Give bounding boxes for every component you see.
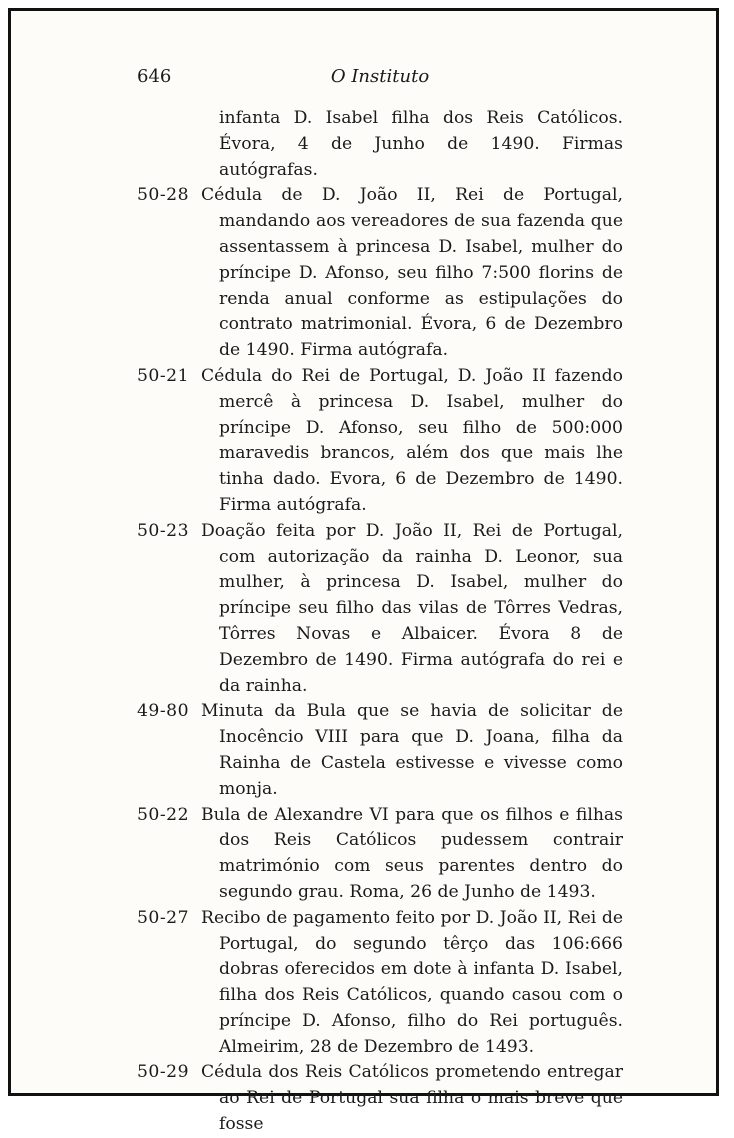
entry-text: Bula de Alexandre VI para que os filhos e filhas dos Reis Católicos pudessem contrair matrimónio com seus parentes dentro do segundo grau. Roma, 26 de Junho de 1493.	[201, 804, 623, 902]
entry-text: Cédula dos Reis Católicos prometendo entregar ao Rei de Portugal sua filha o mais breve que fosse	[201, 1062, 623, 1135]
catalog-entry	[137, 699, 623, 802]
page-header	[137, 66, 623, 96]
catalog-entry	[137, 803, 623, 906]
page	[8, 8, 719, 1135]
catalog-entry	[137, 364, 623, 519]
entry-code: 50-27	[137, 907, 190, 928]
entry-text: Recibo de pagamento feito por D. João II, Rei de Portugal, do segundo têrço das 106:666 dobras oferecidos em dote à infanta D. Isabel, filha dos Reis Católicos, quando casou com o príncipe D. Afonso, filho do Rei português. Almeirim, 28 de Dezembro de 1493.	[201, 907, 623, 1057]
entry-code: 50-29	[137, 1062, 190, 1083]
entry-code: 50-23	[137, 520, 190, 541]
entry-text: Cédula de D. João II, Rei de Portugal, mandando aos vereadores de sua fazenda que assentassem à princesa D. Isabel, mulher do príncipe D. Afonso, seu filho 7:500 florins de renda anual conforme as estipulações do contrato matrimonial. Évora, 6 de Dezembro de 1490. Firma autógrafa.	[201, 185, 623, 361]
entry-text: infanta D. Isabel filha dos Reis Católicos. Évora, 4 de Junho de 1490. Firmas autógrafas.	[219, 108, 623, 180]
entry-code: 50-22	[137, 804, 190, 825]
catalog-entry	[137, 183, 623, 364]
catalog-entry	[137, 519, 623, 700]
entry-text: Doação feita por D. João II, Rei de Portugal, com autorização da rainha D. Leonor, sua mulher, à princesa D. Isabel, mulher do príncipe seu filho das vilas de Tôrres Vedras, Tôrres Novas e Albaicer. Évora 8 de Dezembro de 1490. Firma autógrafa do rei e da rainha.	[201, 520, 623, 696]
catalog-entries	[137, 106, 623, 1138]
page-number: 646	[137, 66, 172, 87]
entry-code: 50-28	[137, 185, 190, 206]
catalog-entry	[137, 106, 623, 183]
entry-code: 49-80	[137, 701, 190, 722]
running-title: O Instituto	[330, 66, 430, 87]
entry-text: Cédula do Rei de Portugal, D. João II fazendo mercê à princesa D. Isabel, mulher do príncipe D. Afonso, seu filho de 500:000 maravedis brancos, além dos que mais lhe tinha dado. Evora, 6 de Dezembro de 1490. Firma autógrafa.	[201, 365, 623, 515]
catalog-entry	[137, 1060, 623, 1137]
entry-text: Minuta da Bula que se havia de solicitar de Inocêncio VIII para que D. Joana, filha da Rainha de Castela estivesse e vivesse como monja.	[201, 701, 623, 799]
catalog-entry	[137, 906, 623, 1061]
entry-code: 50-21	[137, 365, 190, 386]
